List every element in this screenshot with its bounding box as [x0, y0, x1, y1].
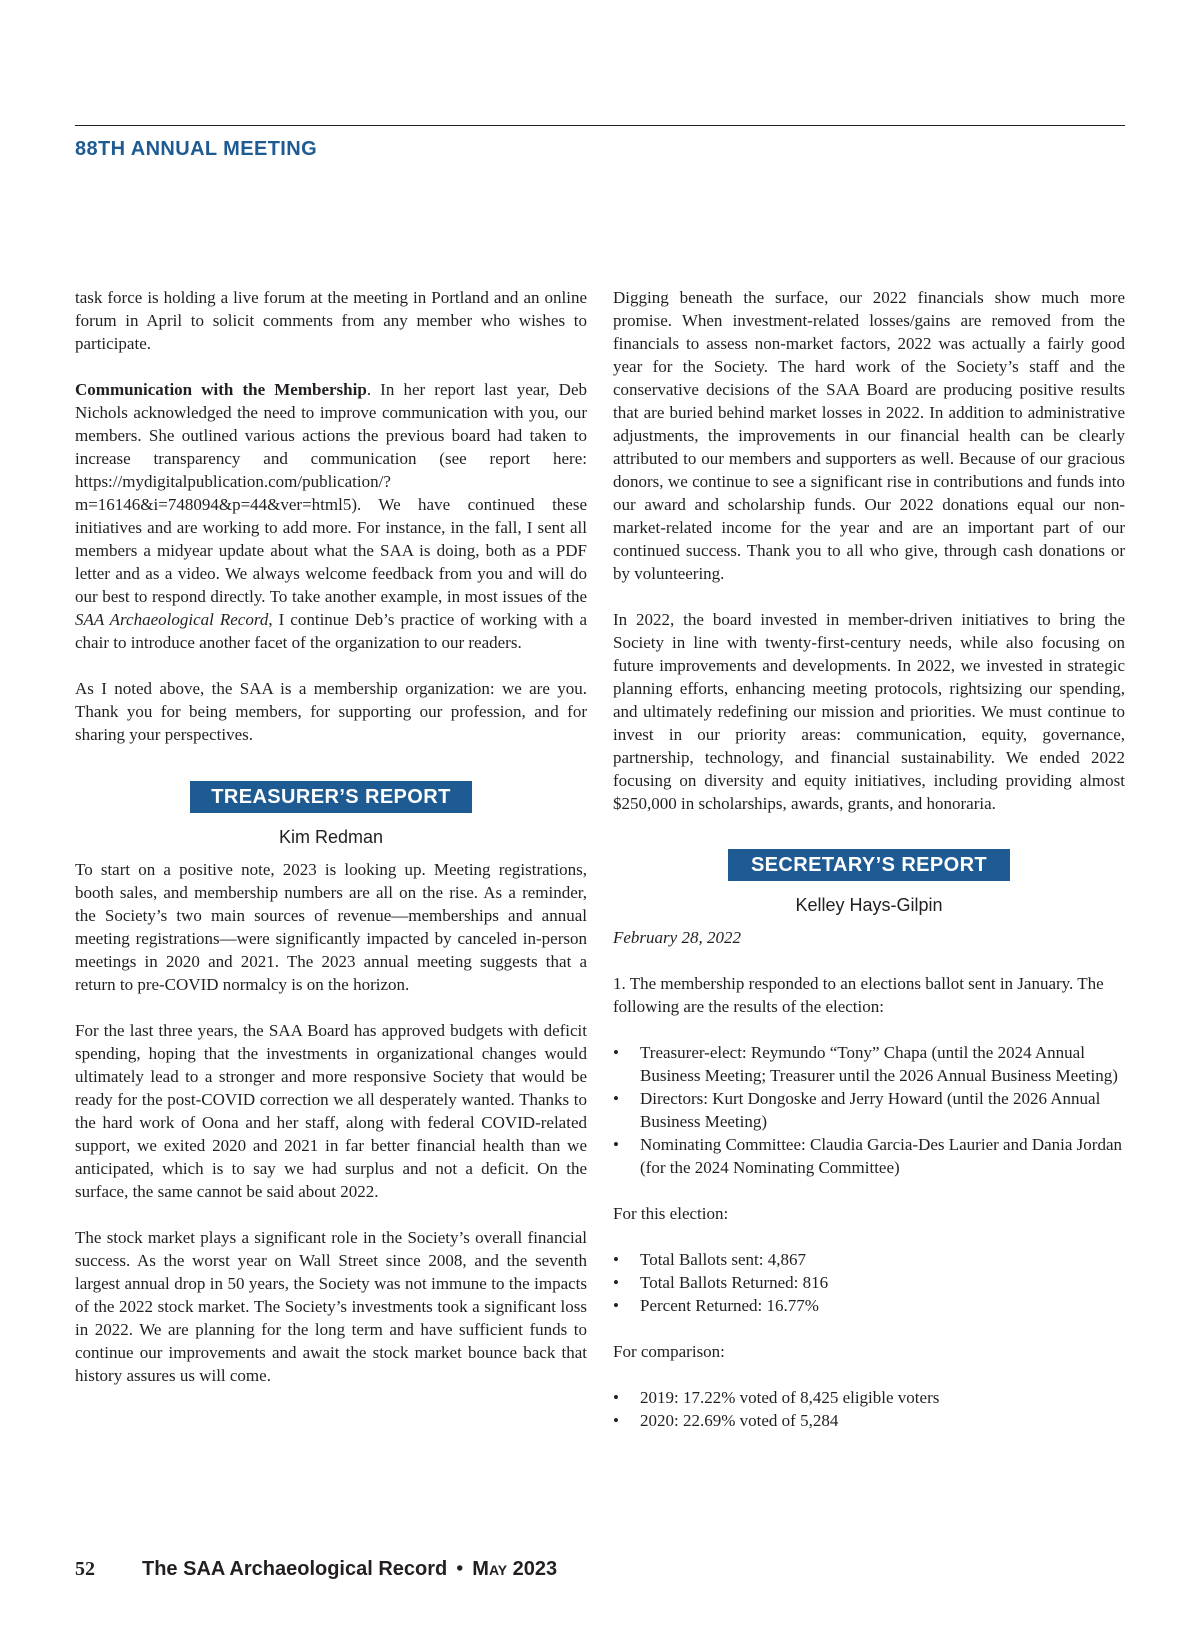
- election-intro: 1. The membership responded to an elections ballot sent in January. The following are the results of the election:: [613, 974, 1104, 1016]
- list-item: • Total Ballots Returned: 816: [613, 1271, 1125, 1294]
- treasurer-report-banner: TREASURER’S REPORT: [190, 781, 472, 813]
- election-results-list: [613, 1041, 1125, 1179]
- treasurer-author: Kim Redman: [278, 827, 384, 847]
- publication-name: The SAA Archaeological Record: [142, 1558, 448, 1580]
- journal-title: SAA Archaeological Record: [75, 610, 269, 629]
- comparison-list: [613, 1386, 1125, 1432]
- initiatives-paragraph: In 2022, the board invested in member-driven initiatives to bring the Society in line with twenty-first-century needs, while also focusing on future improvements and developments. In 2022, we invested in strategic planning efforts, enhancing meeting protocols, rightsizing our spending, and ultimately redefining our mission and priorities. We must continue to invest in our priority areas: communication, equity, governance, partnership, technology, and financial sustainability. We ended 2022 focusing on diversity and equity initiatives, including providing almost $250,000 in scholarships, awards, grants, and honoraria.: [613, 610, 1125, 813]
- page-footer: [75, 1558, 557, 1581]
- report-date: February 28, 2022: [613, 928, 741, 947]
- right-column: [613, 286, 1125, 1432]
- page-number: 52: [75, 1558, 95, 1580]
- list-item: • 2020: 22.69% voted of 5,284: [613, 1409, 1125, 1432]
- list-item: • Percent Returned: 16.77%: [613, 1294, 1125, 1317]
- left-column: [75, 286, 587, 1387]
- section-title: 88TH ANNUAL MEETING: [75, 138, 318, 160]
- secretary-author: Kelley Hays-Gilpin: [795, 895, 943, 915]
- election-stats-label: For this election:: [613, 1204, 729, 1223]
- list-item: • Total Ballots sent: 4,867: [613, 1248, 1125, 1271]
- list-item: • Treasurer-elect: Reymundo “Tony” Chapa (until the 2024 Annual Business Meeting; Treasurer until the 2026 Annual Business Meeting): [613, 1041, 1125, 1087]
- footer-separator: •: [456, 1558, 464, 1580]
- forum-paragraph: task force is holding a live forum at the meeting in Portland and an online forum in April to solicit comments from any member who wishes to participate.: [75, 288, 587, 353]
- communication-heading: Communication with the Membership: [75, 380, 367, 399]
- membership-paragraph: As I noted above, the SAA is a membership organization: we are you. Thank you for being members, for supporting our profession, and for sharing your perspectives.: [75, 679, 587, 744]
- election-stats-list: [613, 1248, 1125, 1317]
- comparison-label: For comparison:: [613, 1342, 725, 1361]
- communication-paragraph: Communication with the Membership. In her report last year, Deb Nichols acknowledged the need to improve communication with you, our members. She outlined various actions the previous board had taken to increase transparency and communication (see report here: https://mydigitalpublication.com/publication/?m=16146&i=748094&p=44&ver=html5). We have continued these initiatives and are working to add more. For instance, in the fall, I sent all members a midyear update about what the SAA is doing, both as a PDF letter and as a video. We always welcome feedback from you and will do our best to respond directly. To take another example, in most issues of the SAA Archaeological Record, I continue Deb’s practice of working with a chair to introduce another facet of the organization to our readers.: [75, 380, 587, 652]
- header-rule: [75, 125, 1125, 126]
- list-item: • Nominating Committee: Claudia Garcia-Des Laurier and Dania Jordan (for the 2024 Nominating Committee): [613, 1133, 1125, 1179]
- treasurer-paragraph-1: To start on a positive note, 2023 is looking up. Meeting registrations, booth sales, and membership numbers are all on the rise. As a reminder, the Society’s two main sources of revenue—memberships and annual meeting registrations—were significantly impacted by canceled in-person meetings in 2020 and 2021. The 2023 annual meeting suggests that a return to pre-COVID normalcy is on the horizon.: [75, 860, 587, 994]
- issue-date: May 2023: [472, 1558, 558, 1580]
- secretary-report-banner: SECRETARY’S REPORT: [728, 849, 1010, 881]
- financials-paragraph: Digging beneath the surface, our 2022 financials show much more promise. When investment-related losses/gains are removed from the financials to assess non-market factors, 2022 was actually a fairly good year for the Society. The hard work of the Society’s staff and the conservative decisions of the SAA Board are producing positive results that are buried behind market losses in 2022. In addition to administrative adjustments, the improvements in our financial health can be clearly attributed to our members and supporters as well. Because of our gracious donors, we continue to see a significant rise in contributions and funds into our award and scholarship funds. Our 2022 donations equal our non-market-related income for the year and are an important part of our continued success. Thank you to all who give, through cash donations or by volunteering.: [613, 288, 1125, 583]
- treasurer-paragraph-2: For the last three years, the SAA Board has approved budgets with deficit spending, hoping that the investments in organizational changes would ultimately lead to a stronger and more responsive Society that would be ready for the post-COVID correction we all desperately wanted. Thanks to the hard work of Oona and her staff, along with federal COVID-related support, we exited 2020 and 2021 in far better financial health than we anticipated, which is to say we had surplus and not a deficit. On the surface, the same cannot be said about 2022.: [75, 1021, 587, 1201]
- list-item: • Directors: Kurt Dongoske and Jerry Howard (until the 2026 Annual Business Meeting): [613, 1087, 1125, 1133]
- list-item: • 2019: 17.22% voted of 8,425 eligible voters: [613, 1386, 1125, 1409]
- treasurer-paragraph-3: The stock market plays a significant role in the Society’s overall financial success. As the worst year on Wall Street since 2008, and the seventh largest annual drop in 50 years, the Society was not immune to the impacts of the 2022 stock market. The Society’s investments took a significant loss in 2022. We are planning for the long term and have sufficient funds to continue our improvements and await the stock market bounce back that history assures us will come.: [75, 1228, 587, 1385]
